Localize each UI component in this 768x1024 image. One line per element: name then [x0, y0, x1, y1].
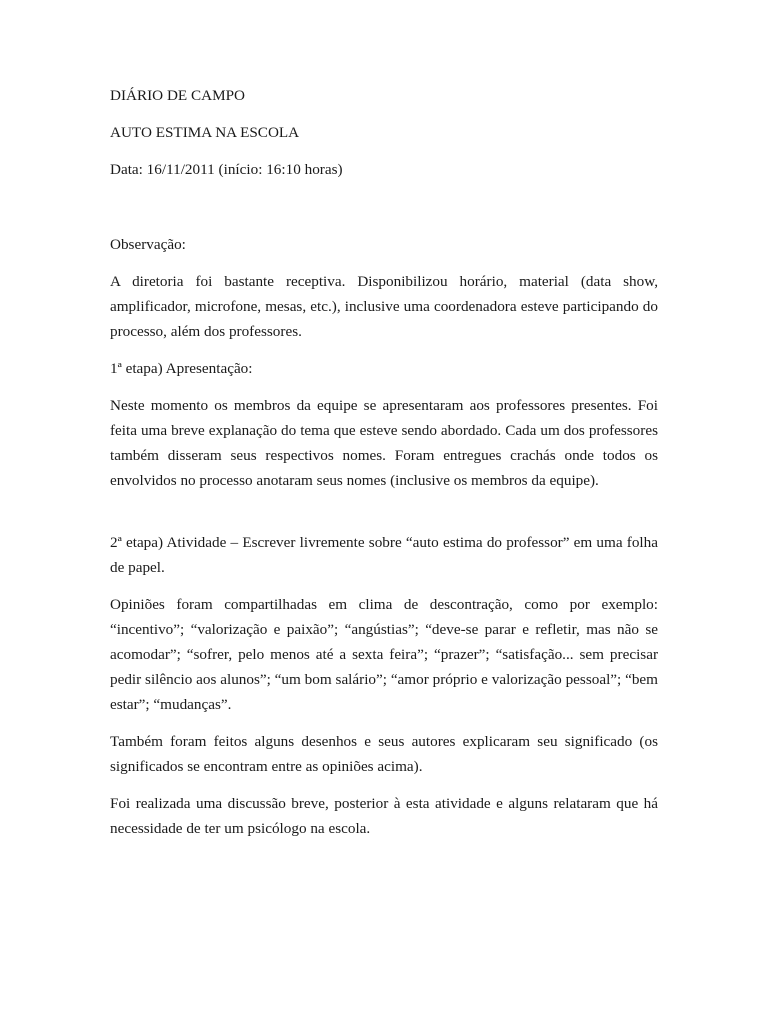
stage1-paragraph: Neste momento os membros da equipe se apresentaram aos professores presentes. Foi feita uma breve explanação do tema que esteve sendo abordado. Cada um dos professores também disseram seus respectivos nomes. Foram entregues crachás onde todos os envolvidos no processo anotaram seus nomes (inclusive os membros da equipe).: [110, 397, 658, 489]
document-title: DIÁRIO DE CAMPO: [110, 87, 246, 104]
stage2-paragraph: 2ª etapa) Atividade – Escrever livremente sobre “auto estima do professor” em uma folha de papel.: [110, 534, 658, 576]
date-line: Data: 16/11/2011 (início: 16:10 horas): [110, 161, 343, 178]
drawings-paragraph: Também foram feitos alguns desenhos e seus autores explicaram seu significado (os significados se encontram entre as opiniões acima).: [110, 733, 658, 775]
observation-label: Observação:: [110, 236, 186, 253]
stage1-heading: 1ª etapa) Apresentação:: [110, 360, 253, 377]
document-subtitle: AUTO ESTIMA NA ESCOLA: [110, 124, 300, 141]
document-body: [110, 83, 658, 841]
opinions-paragraph: Opiniões foram compartilhadas em clima de descontração, como por exemplo: “incentivo”; “valorização e paixão”; “angústias”; “deve-se parar e refletir, mas não se acomodar”; “sofrer, pelo menos até a sexta feira”; “prazer”; “satisfação... sem precisar pedir silêncio aos alunos”; “um bom salário”; “amor próprio e valorização pessoal”; “bem estar”; “mudanças”.: [110, 596, 658, 713]
observation-paragraph: A diretoria foi bastante receptiva. Disponibilizou horário, material (data show, amplificador, microfone, mesas, etc.), inclusive uma coordenadora esteve participando do processo, além dos professores.: [110, 273, 658, 340]
discussion-paragraph: Foi realizada uma discussão breve, posterior à esta atividade e alguns relataram que há necessidade de ter um psicólogo na escola.: [110, 795, 658, 837]
